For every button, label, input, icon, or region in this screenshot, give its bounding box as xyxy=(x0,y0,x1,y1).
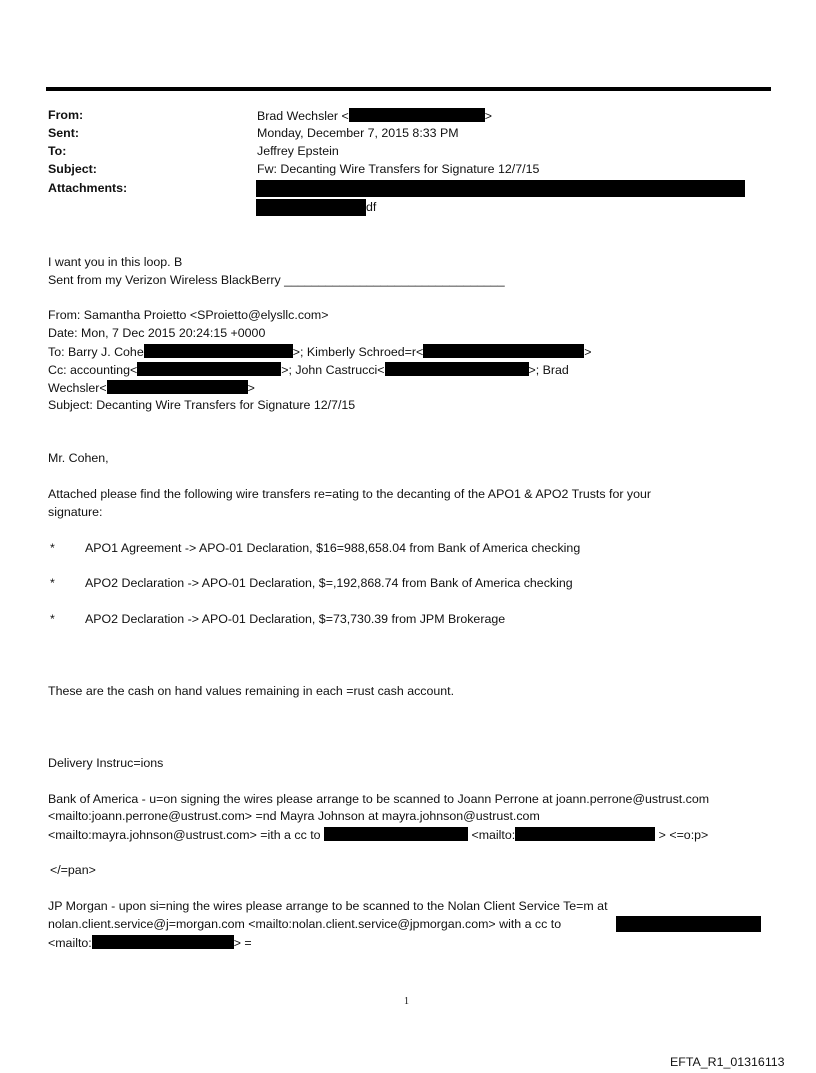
boa-line-3 xyxy=(48,827,708,842)
fwd-cc xyxy=(48,362,569,377)
intro-line-2: Sent from my Verizon Wireless BlackBerry ________________________________ xyxy=(48,273,505,287)
sent-value: Monday, December 7, 2015 8:33 PM xyxy=(257,126,459,140)
redaction-bar xyxy=(137,362,281,376)
from-name: Brad Wechsler < xyxy=(257,109,349,123)
jpm-line-1: JP Morgan - upon si=ning the wires please arrange to be scanned to the Nolan Client Service Te=m at xyxy=(48,899,608,913)
para1-line-1: Attached please find the following wire transfers re=ating to the decanting of the APO1 & APO2 Trusts for your xyxy=(48,487,652,501)
fwd-to-b: >; Kimberly Schroed=r< xyxy=(292,345,424,359)
header-rule xyxy=(46,87,771,91)
delivery-heading: Delivery Instruc=ions xyxy=(48,756,164,770)
redaction-bar xyxy=(92,935,234,949)
to-label: To: xyxy=(48,144,67,158)
jpm-line-3 xyxy=(48,935,252,950)
redaction-bar xyxy=(256,199,366,216)
fwd-from: From: Samantha Proietto <SProietto@elysllc.com> xyxy=(48,308,329,322)
from-value xyxy=(257,108,492,123)
intro-line-1: I want you in this loop. B xyxy=(48,255,183,269)
boa-line-3-a: <mailto:mayra.johnson@ustrust.com> =ith a cc to xyxy=(48,828,321,842)
bullet-marker: * xyxy=(50,612,55,626)
redaction-bar xyxy=(107,380,248,394)
redaction-bar xyxy=(324,827,468,841)
jpm-line-3-b: > = xyxy=(233,936,252,950)
sent-label: Sent: xyxy=(48,126,79,140)
fwd-cc2-b: > xyxy=(247,381,255,395)
attachments-label: Attachments: xyxy=(48,181,128,195)
bullet-marker: * xyxy=(50,541,55,555)
subject-value: Fw: Decanting Wire Transfers for Signature 12/7/15 xyxy=(257,162,540,176)
fwd-date: Date: Mon, 7 Dec 2015 20:24:15 +0000 xyxy=(48,326,266,340)
to-value: Jeffrey Epstein xyxy=(257,144,339,158)
fwd-subject: Subject: Decanting Wire Transfers for Signature 12/7/15 xyxy=(48,398,356,412)
redaction-bar xyxy=(256,180,745,197)
document-id: EFTA_R1_01316113 xyxy=(670,1055,785,1069)
fwd-cc-c: >; Brad xyxy=(528,363,569,377)
redaction-bar xyxy=(349,108,485,122)
bullet-item-2: APO2 Declaration -> APO-01 Declaration, $=,192,868.74 from Bank of America checking xyxy=(85,576,573,590)
redaction-bar xyxy=(515,827,655,841)
boa-line-1: Bank of America - u=on signing the wires please arrange to be scanned to Joann Perrone at joann.perrone@ustrust.com xyxy=(48,792,710,806)
fwd-cc2-a: Wechsler< xyxy=(48,381,107,395)
salutation: Mr. Cohen, xyxy=(48,451,109,465)
fwd-cc-2 xyxy=(48,380,255,395)
fwd-to-a: To: Barry J. Cohe xyxy=(48,345,144,359)
from-close: > xyxy=(484,109,492,123)
from-label: From: xyxy=(48,108,84,122)
fwd-to-c: > xyxy=(584,345,592,359)
attachment-suffix: df xyxy=(366,200,377,214)
fwd-cc-b: >; John Castrucci< xyxy=(281,363,385,377)
bullet-marker: * xyxy=(50,576,55,590)
bullet-item-1: APO1 Agreement -> APO-01 Declaration, $16=988,658.04 from Bank of America checking xyxy=(85,541,581,555)
bullet-item-3: APO2 Declaration -> APO-01 Declaration, $=73,730.39 from JPM Brokerage xyxy=(85,612,506,626)
boa-line-3-c: > <=o:p> xyxy=(658,828,709,842)
fwd-to xyxy=(48,344,591,359)
cash-note: These are the cash on hand values remaining in each =rust cash account. xyxy=(48,684,455,698)
redaction-bar xyxy=(385,362,529,376)
boa-line-3-b: <mailto: xyxy=(471,828,516,842)
jpm-line-2: nolan.client.service@j=morgan.com <mailto:nolan.client.service@jpmorgan.com> with a cc to xyxy=(48,917,562,931)
page-number: 1 xyxy=(404,996,409,1007)
boa-line-2: <mailto:joann.perrone@ustrust.com> =nd Mayra Johnson at mayra.johnson@ustrust.com xyxy=(48,809,540,823)
pan-line: </=pan> xyxy=(50,863,96,877)
subject-label: Subject: xyxy=(48,162,97,176)
redaction-bar xyxy=(423,344,584,358)
jpm-line-3-a: <mailto: xyxy=(48,936,92,950)
para1-line-2: signature: xyxy=(48,505,103,519)
redaction-bar xyxy=(144,344,293,358)
fwd-cc-a: Cc: accounting< xyxy=(48,363,138,377)
redaction-bar xyxy=(616,916,761,932)
